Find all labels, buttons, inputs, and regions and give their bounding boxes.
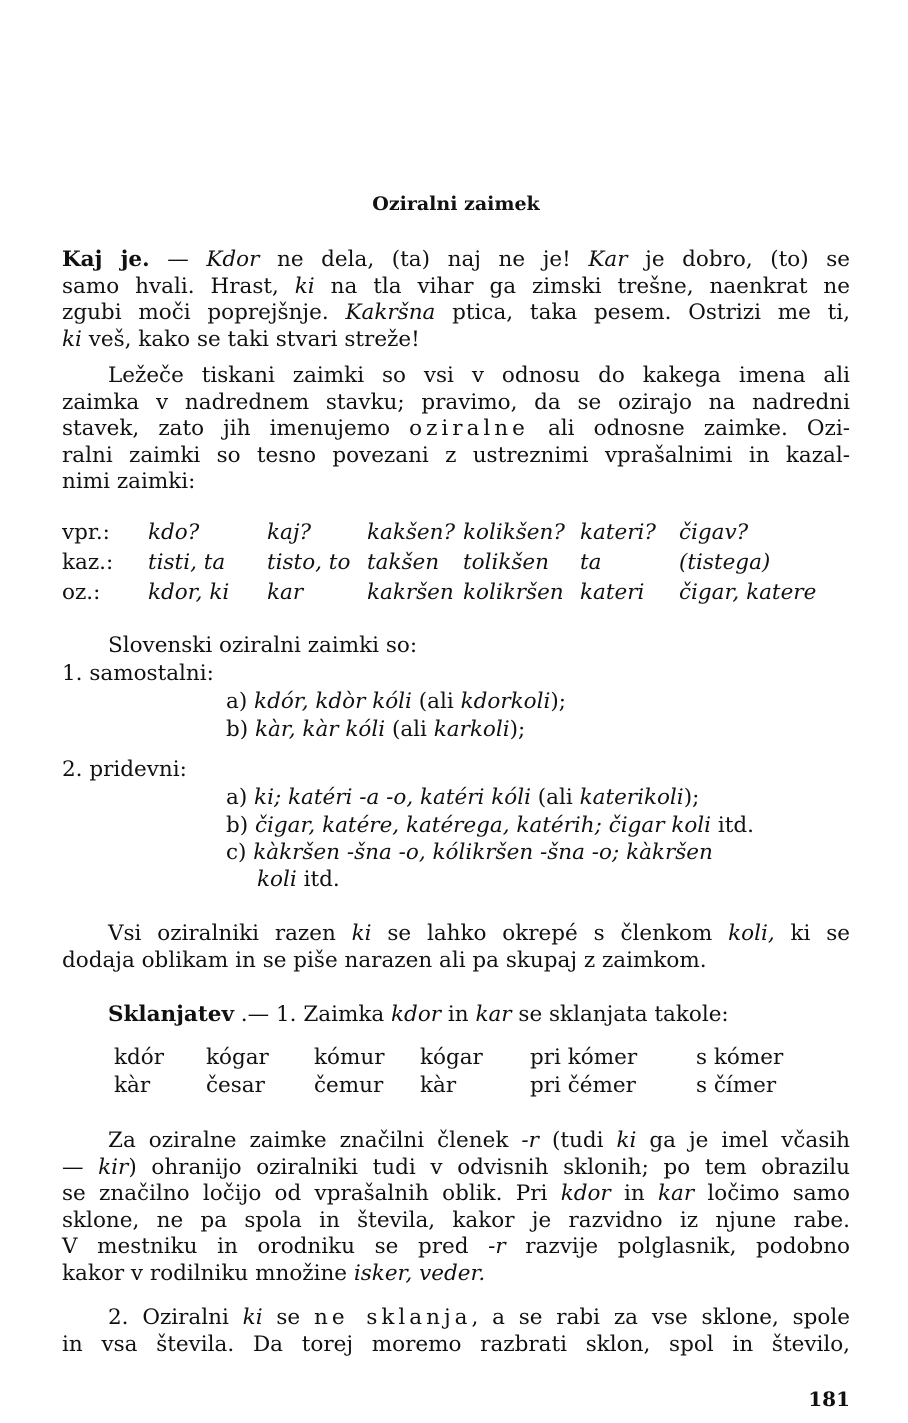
ki-paragraph (62, 1305, 850, 1358)
declension-heading-line (62, 1002, 850, 1029)
italic-term: isker, veder. (353, 1260, 486, 1286)
text-run: ali odnosne zaimke. Ozi- (528, 416, 850, 441)
text-line: in vsa števila. Da torej moremo razbrati sklon, spol in število, (62, 1331, 850, 1357)
list-item (226, 813, 754, 838)
table-cell: kaj? (267, 520, 312, 545)
item-marker: b) (226, 813, 255, 838)
italic-term: koli (257, 867, 297, 892)
item-marker: a) (226, 785, 255, 810)
text-run: ne dela, (ta) naj ne je! (259, 247, 589, 272)
table-cell: kolikršen (463, 580, 564, 605)
list-intro: Slovenski oziralni zaimki so: (108, 633, 418, 658)
text-run: .— 1. Zaimka (233, 1002, 392, 1027)
text-run: ); (683, 785, 700, 810)
table-cell: čigav? (679, 520, 749, 545)
row-label: kaz.: (62, 550, 114, 575)
text-line (62, 1261, 850, 1288)
text-run: se značilno ločijo od vprašalnih oblik. Pri (62, 1181, 561, 1206)
italic-term: katerikoli (579, 785, 684, 810)
dash: — (149, 247, 207, 272)
text-run: zgubi moči poprejšnje. (62, 300, 346, 325)
text-run: in (610, 1181, 659, 1206)
italic-term: karkoli (433, 717, 510, 742)
text-run: ki se (774, 921, 850, 946)
table-cell: česar (206, 1073, 265, 1098)
italic-term: čigar, katére, katérega, katérih; čigar koli (255, 813, 712, 838)
examples-paragraph (62, 247, 850, 353)
italic-term: kdorkoli (460, 689, 551, 714)
italic-term: -r (488, 1234, 506, 1259)
table-cell: kdor, ki (148, 580, 230, 605)
italic-term: kàr, kàr kóli (255, 717, 386, 742)
text-line: sklone, ne pa spola in števila, kakor je razvidno iz njune rabe. (62, 1207, 850, 1233)
koli-paragraph (62, 921, 850, 974)
text-run: ptica, taka pesem. Ostrizi me ti, (435, 300, 850, 325)
section-heading: Oziralni zaimek (372, 193, 540, 215)
list-section-label: 1. samostalni: (62, 661, 214, 686)
text-run: ga je imel včasih (636, 1128, 850, 1153)
italic-term: ki (616, 1128, 637, 1153)
text-line (62, 1234, 850, 1261)
text-run: ) ohranijo oziralniki tudi v odvisnih sklonih; po tem obrazilu (128, 1154, 850, 1180)
table-cell: kógar (206, 1045, 269, 1070)
table-cell: kateri? (580, 520, 656, 545)
table-cell: kakšen? (367, 520, 456, 545)
text-run: se sklanjata takole: (511, 1002, 729, 1027)
text-line (62, 1155, 850, 1182)
italic-term: ki (62, 326, 82, 352)
text-run: (tudi (538, 1128, 617, 1153)
table-cell: (tistega) (679, 550, 771, 575)
list-item (226, 840, 713, 865)
text-line (62, 1128, 850, 1155)
page-number: 181 (808, 1387, 850, 1411)
item-marker: b) (226, 717, 255, 742)
table-cell: kdór (114, 1045, 165, 1070)
text-line (62, 1305, 850, 1332)
text-line (62, 1002, 850, 1029)
table-cell: takšen (367, 550, 440, 575)
list-item (226, 785, 699, 810)
table-cell: kómur (314, 1045, 385, 1070)
italic-term: kar (475, 1002, 512, 1027)
text-run: se (262, 1305, 314, 1330)
table-cell: čigar, katere (679, 580, 817, 605)
text-run: na tla vihar ga zimski trešne, naenkrat ne (314, 273, 850, 299)
text-run: (ali (411, 689, 461, 714)
text-run: itd. (296, 867, 340, 892)
text-line (62, 247, 850, 274)
table-cell: tisto, to (267, 550, 351, 575)
table-cell: pri čémer (530, 1073, 636, 1098)
table-cell: kakršen (367, 580, 454, 605)
text-run: ločimo samo (694, 1181, 850, 1206)
italic-term: kàkršen -šna -o, kólikršen -šna -o; kàkršen (253, 840, 713, 865)
text-line (62, 300, 850, 327)
table-cell: kógar (420, 1045, 483, 1070)
italic-term: Kakršna (345, 300, 436, 325)
italic-term: kdor (560, 1181, 611, 1206)
table-cell: kàr (114, 1073, 151, 1098)
text-run: in (441, 1002, 476, 1027)
item-marker: c) (226, 840, 254, 865)
text-run: Vsi oziralniki razen (108, 921, 352, 946)
text-line: Ležeče tiskani zaimki so vsi v odnosu do kakega imena ali (108, 363, 850, 388)
text-run: ); (509, 717, 526, 742)
table-cell: kolikšen? (463, 520, 565, 545)
text-run: stavek, zato jih imenujemo (62, 416, 410, 441)
text-run: kakor v rodilniku množine (62, 1260, 354, 1286)
list-section-label: 2. pridevni: (62, 757, 187, 782)
text-run: Za oziralne zaimke značilni členek (108, 1128, 522, 1153)
spaced-term: ne sklanja (313, 1305, 472, 1330)
table-cell: pri kómer (530, 1045, 638, 1070)
italic-term: kir (98, 1154, 129, 1180)
particle-paragraph (62, 1128, 850, 1287)
italic-term: kdor (391, 1002, 442, 1027)
table-cell: kàr (420, 1073, 457, 1098)
spaced-term: oziralne (409, 416, 529, 441)
text-line: ralni zaimki so tesno povezani z ustreznimi vprašalnimi in kazal- (62, 442, 850, 468)
bold-term: Sklanjatev (108, 1002, 234, 1027)
table-cell: kateri (580, 580, 645, 605)
text-line: dodaja oblikam in se piše narazen ali pa skupaj z zaimkom. (62, 947, 707, 973)
text-line (62, 1181, 850, 1208)
text-line (62, 327, 850, 354)
italic-term: koli, (728, 921, 775, 946)
table-cell: kdo? (148, 520, 200, 545)
table-cell: tolikšen (463, 550, 549, 575)
row-label: vpr.: (62, 520, 110, 545)
explanation-paragraph (62, 363, 850, 496)
text-run: , a se rabi za vse sklone, spole (471, 1305, 850, 1330)
table-cell: ta (580, 550, 602, 575)
italic-term: ki (351, 921, 372, 946)
table-cell: s čímer (696, 1073, 777, 1098)
italic-term: Kar (588, 247, 628, 272)
text-run: 2. Oziralni (108, 1305, 243, 1330)
text-line (62, 416, 850, 443)
text-run: — (62, 1154, 99, 1180)
list-item (226, 689, 566, 714)
text-line: zaimka v nadrednem stavku; pravimo, da se ozirajo na nadredni (62, 389, 850, 415)
bold-lead: Kaj je. (62, 247, 150, 272)
italic-term: -r (521, 1128, 539, 1153)
table-cell: tisti, ta (148, 550, 226, 575)
table-cell: čemur (314, 1073, 384, 1098)
table-cell: kar (267, 580, 304, 605)
text-run: samo hvali. Hrast, (62, 273, 295, 299)
text-run: veš, kako se taki stvari streže! (81, 326, 420, 352)
italic-term: ki; katéri -a -o, katéri kóli (254, 785, 531, 810)
italic-term: kdór, kdòr kóli (254, 689, 412, 714)
text-run: V mestniku in orodniku se pred (62, 1234, 489, 1259)
italic-term: kar (658, 1181, 695, 1206)
table-cell: s kómer (696, 1045, 784, 1070)
text-line (62, 274, 850, 301)
text-run: se lahko okrepé s členkom (371, 921, 729, 946)
text-run: itd. (711, 813, 754, 838)
text-run: (ali (385, 717, 434, 742)
italic-term: Kdor (206, 247, 260, 272)
text-line (62, 921, 850, 948)
list-item (226, 717, 525, 742)
text-run: je dobro, (to) se (627, 247, 851, 272)
item-marker: a) (226, 689, 255, 714)
italic-term: ki (242, 1305, 263, 1330)
row-label: oz.: (62, 580, 101, 605)
text-line: nimi zaimki: (62, 469, 196, 494)
text-run: ); (550, 689, 566, 714)
list-item-continuation (257, 867, 340, 892)
italic-term: ki (294, 273, 315, 299)
text-run: (ali (530, 785, 580, 810)
text-run: razvije polglasnik, podobno (505, 1234, 850, 1259)
